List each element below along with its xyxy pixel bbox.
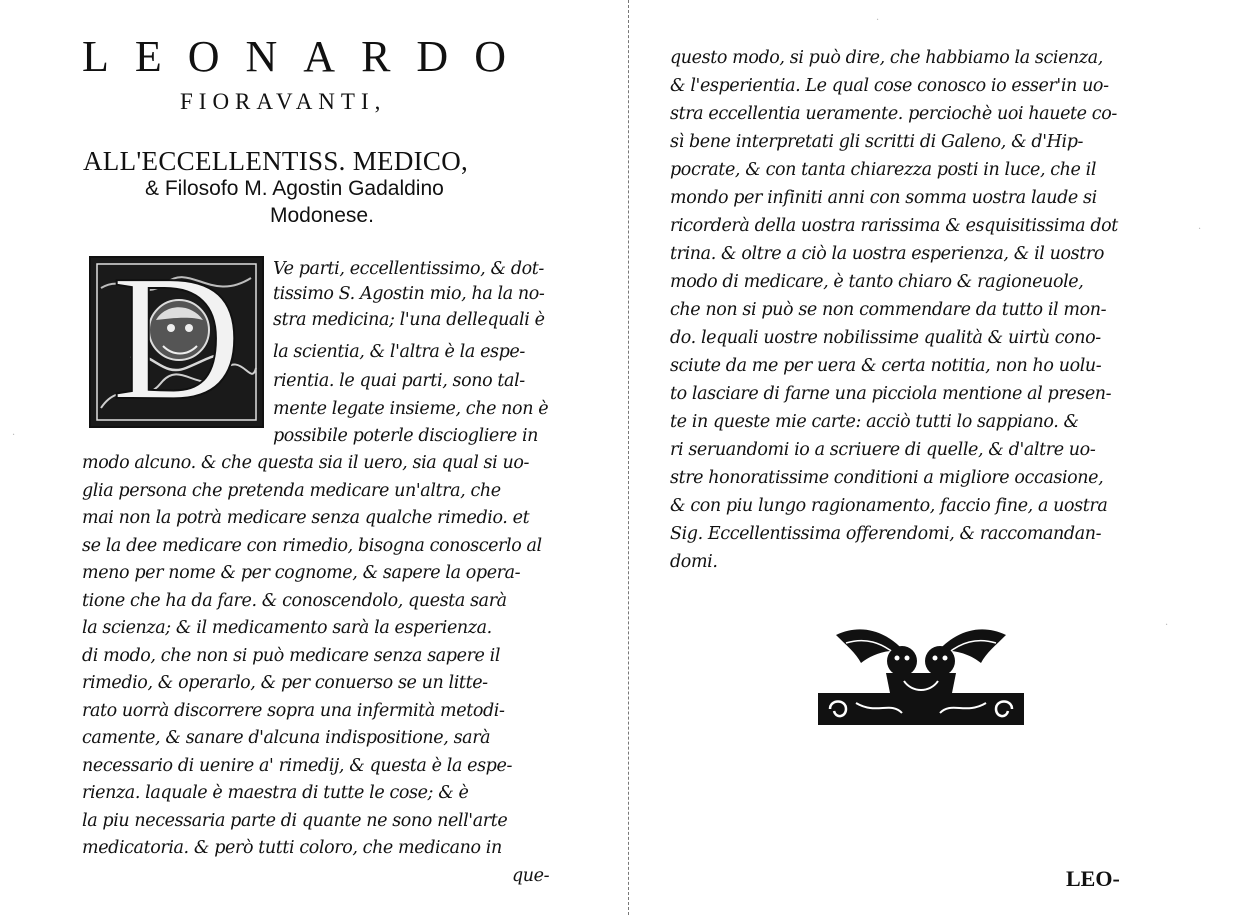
paper-speck: · <box>1165 620 1169 631</box>
body-line: te in queste mie carte: acciò tutti lo sappiano. & <box>670 412 1079 432</box>
dedication-line-2: & Filosofo M. Agostin Gadaldino <box>145 177 444 200</box>
body-line: Sig. Eccellentissima offerendomi, & raccomandan- <box>670 524 1102 544</box>
body-line: che non si può se non commendare da tutto il mon- <box>670 300 1107 320</box>
paper-speck: · <box>1198 224 1202 235</box>
author-name: LEONARDO <box>82 32 532 81</box>
body-line: Ve parti, eccellentissimo, & dot- <box>273 259 544 279</box>
body-line: mai non la potrà medicare senza qualche rimedio. et <box>82 508 530 528</box>
body-line: to lasciare di farne una picciola mentione al presen- <box>670 384 1112 404</box>
body-line: rienza. laquale è maestra di tutte le cose; & è <box>82 783 469 803</box>
body-line: glia persona che pretenda medicare un'altra, che <box>82 481 501 501</box>
body-line: modo alcuno. & che questa sia il uero, sia qual si uo- <box>82 453 530 473</box>
body-line: sciute da me per uera & certa notitia, non ho uolu- <box>670 356 1102 376</box>
body-line: rientia. le quai parti, sono tal- <box>273 371 525 391</box>
body-line: stra eccellentia ueramente. perciochè uoi hauete co- <box>670 104 1117 124</box>
body-line: mente legate insieme, che non è <box>273 399 549 419</box>
author-surname: FIORAVANTI, <box>180 89 387 114</box>
page-gutter <box>628 0 629 915</box>
body-line: meno per nome & per cognome, & sapere la opera- <box>82 563 521 583</box>
body-line: do. lequali uostre nobilissime qualità & uirtù cono- <box>670 328 1101 348</box>
dedication-line-1: ALL'ECCELLENTISS. MEDICO, <box>83 146 469 176</box>
body-line: sì bene interpretati gli scritti di Galeno, & d'Hip- <box>670 132 1084 152</box>
catchword-left: que- <box>512 866 550 886</box>
body-line: la piu necessaria parte di quante ne sono nell'arte <box>82 811 508 831</box>
paper-speck: · <box>12 430 16 441</box>
body-line: modo di medicare, è tanto chiaro & ragioneuole, <box>670 272 1084 292</box>
left-page <box>0 0 628 915</box>
winged-cherub-tailpiece-icon <box>816 623 1026 733</box>
body-line: camente, & sanare d'alcuna indispositione, sarà <box>82 728 491 748</box>
body-line: la scienza; & il medicamento sarà la esperienza. <box>82 618 492 638</box>
body-line: questo modo, si può dire, che habbiamo la scienza, <box>670 48 1103 68</box>
body-line: rato uorrà discorrere sopra una infermità metodi- <box>82 701 505 721</box>
body-line: mondo per infiniti anni con somma uostra laude si <box>670 188 1097 208</box>
paper-speck: · <box>876 15 880 26</box>
body-line: medicatoria. & però tutti coloro, che medicano in <box>82 838 502 858</box>
body-line: possibile poterle disciogliere in <box>273 426 539 446</box>
body-line: necessario di uenire a' rimedij, & questa è la espe- <box>82 756 512 776</box>
body-line: rimedio, & operarlo, & per conuerso se un litte- <box>82 673 488 693</box>
dedication-line-3: Modonese. <box>270 204 374 227</box>
woodcut-initial-icon <box>89 256 264 428</box>
body-line: tissimo S. Agostin mio, ha la no- <box>273 284 545 304</box>
body-line: & l'esperientia. Le qual cose conosco io esser'in uo- <box>670 76 1109 96</box>
body-line: stra medicina; l'una dellequali è <box>273 310 545 330</box>
body-line: ricorderà della uostra rarissima & esquisitissima dot <box>670 216 1118 236</box>
catchword-right: LEO- <box>1066 866 1120 891</box>
drop-cap-letter: D <box>111 256 242 428</box>
body-line: ri seruandomi io a scriuere di quelle, & d'altre uo- <box>670 440 1096 460</box>
right-page <box>630 0 1257 915</box>
body-line: domi. <box>670 552 718 572</box>
body-line: se la dee medicare con rimedio, bisogna conoscerlo al <box>82 536 542 556</box>
body-line: & con piu lungo ragionamento, faccio fine, a uostra <box>670 496 1108 516</box>
body-line: la scientia, & l'altra è la espe- <box>273 342 525 362</box>
body-line: tione che ha da fare. & conoscendolo, questa sarà <box>82 591 507 611</box>
body-line: trina. & oltre a ciò la uostra esperienza, & il uostro <box>670 244 1104 264</box>
body-line: di modo, che non si può medicare senza sapere il <box>82 646 501 666</box>
body-line: pocrate, & con tanta chiarezza posti in luce, che il <box>670 160 1097 180</box>
body-line: stre honoratissime conditioni a migliore occasione, <box>670 468 1104 488</box>
